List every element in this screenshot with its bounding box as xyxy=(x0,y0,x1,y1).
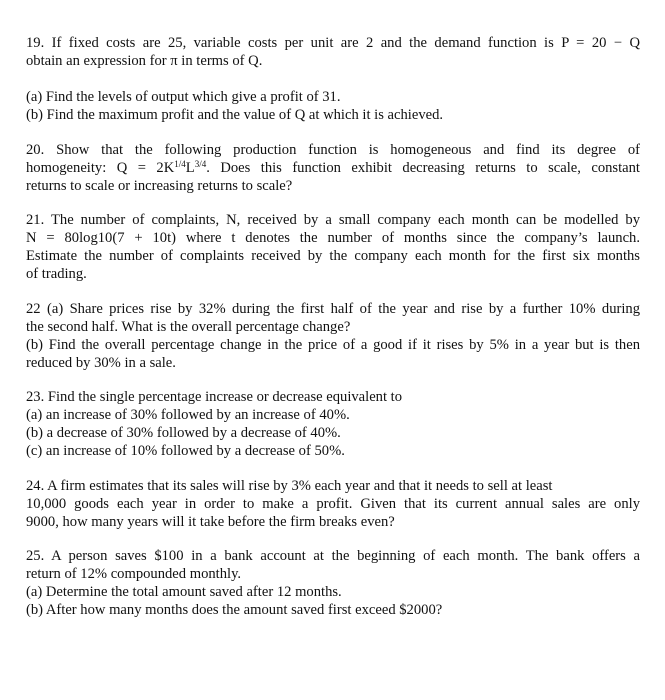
question-25 xyxy=(26,547,640,619)
question-20-line-2 xyxy=(26,159,640,177)
question-22-line-1: 22 (a) Share prices rise by 32% during the first half of the year and rise by a further 10% during xyxy=(26,300,640,317)
question-21-line-4: of trading. xyxy=(26,266,87,282)
question-21-line-3: Estimate the number of complaints received by the company each month for the first six months xyxy=(26,248,640,264)
question-19-part-a: (a) Find the levels of output which give a profit of 31. xyxy=(26,89,341,105)
question-22-line-2: the second half. What is the overall percentage change? xyxy=(26,318,351,335)
question-20-line-2-b: . Does this function exhibit decreasing returns to scale, constant xyxy=(206,159,640,176)
question-19-part-b: (b) Find the maximum profit and the value of Q at which it is achieved. xyxy=(26,107,444,123)
question-23 xyxy=(26,388,640,460)
question-22 xyxy=(26,300,640,372)
question-23-line-1: 23. Find the single percentage increase or decrease equivalent to xyxy=(26,389,403,405)
exponent-l: 3/4 xyxy=(194,158,207,169)
question-22-line-3: (b) Find the overall percentage change in the price of a good if it rises by 5% in a year but is then xyxy=(26,336,640,353)
question-sheet xyxy=(26,34,640,636)
question-20-line-2-a: homogeneity: Q = 2K xyxy=(26,159,175,176)
question-19-line-2: obtain an expression for π in terms of Q. xyxy=(26,53,263,69)
exponent-k: 1/4 xyxy=(174,158,186,169)
question-20-line-3: returns to scale or increasing returns to scale? xyxy=(26,177,293,194)
question-19-spacer xyxy=(26,70,640,88)
question-25-line-1: 25. A person saves $100 in a bank account at the beginning of each month. The bank offers a xyxy=(26,548,640,564)
question-22-line-4: reduced by 30% in a sale. xyxy=(26,354,176,371)
question-23-part-c: (c) an increase of 10% followed by a decrease of 50%. xyxy=(26,443,345,459)
question-21-line-2: N = 80log10(7 + 10t) where t denotes the number of months since the company’s launch. xyxy=(26,230,640,246)
question-25-part-a: (a) Determine the total amount saved after 12 months. xyxy=(26,584,342,600)
question-24-line-2: 10,000 goods each year in order to make a profit. Given that its current annual sales are only xyxy=(26,495,640,512)
question-21 xyxy=(26,211,640,283)
question-19-line-1: 19. If fixed costs are 25, variable costs per unit are 2 and the demand function is P = 20 − Q xyxy=(26,35,640,51)
question-24-line-3: 9000, how many years will it take before the firm breaks even? xyxy=(26,513,395,530)
question-19 xyxy=(26,34,640,124)
question-20-line-1: 20. Show that the following production function is homogeneous and find its degree of xyxy=(26,141,640,158)
question-20-line-2-l: L xyxy=(185,159,195,176)
question-23-part-b: (b) a decrease of 30% followed by a decrease of 40%. xyxy=(26,425,341,441)
question-25-part-b: (b) After how many months does the amount saved first exceed $2000? xyxy=(26,602,443,618)
question-20 xyxy=(26,141,640,195)
question-25-line-2: return of 12% compounded monthly. xyxy=(26,566,242,582)
question-24 xyxy=(26,477,640,531)
question-23-part-a: (a) an increase of 30% followed by an increase of 40%. xyxy=(26,407,350,423)
question-24-line-1: 24. A firm estimates that its sales will rise by 3% each year and that it needs to sell at least xyxy=(26,477,553,494)
question-21-line-1: 21. The number of complaints, N, received by a small company each month can be modelled by xyxy=(26,212,640,228)
